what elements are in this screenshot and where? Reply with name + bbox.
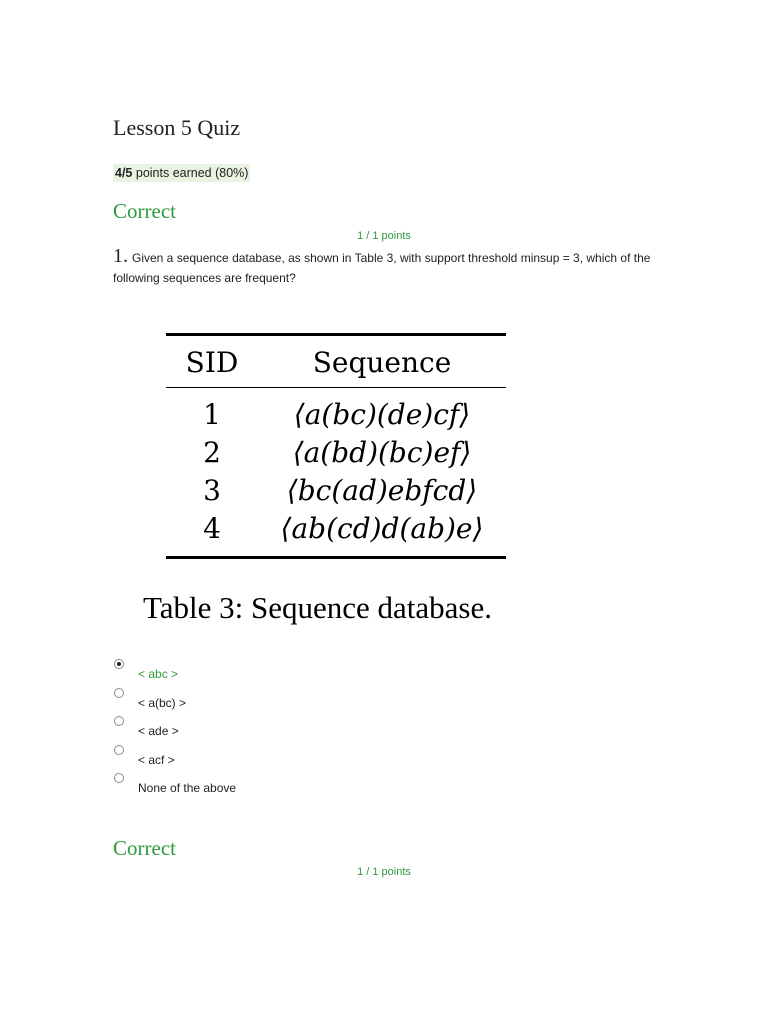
- table-header-row: [166, 335, 506, 388]
- score-text: points earned (80%): [132, 166, 249, 180]
- question-1-prompt: [113, 246, 653, 288]
- radio-button[interactable]: [114, 745, 124, 755]
- radio-button[interactable]: [114, 716, 124, 726]
- answer-option-label[interactable]: < ade >: [138, 724, 179, 738]
- table-cell-sid: 3: [203, 474, 221, 507]
- score-earned: 4/5: [115, 166, 133, 180]
- table-header-sid: SID: [166, 335, 258, 388]
- score-summary: [113, 164, 250, 182]
- question-1-text: Given a sequence database, as shown in Table 3, with support threshold minsup = 3, which of the following sequences are frequent?: [113, 251, 651, 285]
- radio-button[interactable]: [114, 773, 124, 783]
- table-header-sequence: Sequence: [258, 335, 506, 388]
- answer-option-label[interactable]: < acf >: [138, 752, 175, 767]
- question-1-points: 1 / 1 points: [357, 230, 411, 242]
- table-cell-sid: 4: [203, 512, 221, 545]
- question-2-status: Correct: [113, 836, 176, 860]
- table-cell-sequence: ⟨ab(cd)d(ab)e⟩: [280, 512, 484, 545]
- table-row: [166, 472, 506, 510]
- question-2-points: 1 / 1 points: [357, 866, 411, 878]
- table-row: [166, 510, 506, 558]
- answer-option-label[interactable]: < a(bc) >: [138, 695, 187, 710]
- table-cell-sequence: ⟨a(bc)(de)cf⟩: [293, 398, 471, 431]
- table-cell-sid: 2: [203, 436, 221, 469]
- radio-button[interactable]: [114, 688, 124, 698]
- sequence-table-figure: [166, 333, 506, 559]
- question-1-status: Correct: [113, 199, 176, 223]
- sequence-table: [166, 333, 506, 559]
- table-cell-sid: 1: [203, 398, 221, 431]
- table-cell-sequence: ⟨bc(ad)ebfcd⟩: [286, 474, 478, 507]
- quiz-title: Lesson 5 Quiz: [113, 115, 241, 140]
- question-1-number: 1.: [113, 245, 128, 267]
- answer-option-label[interactable]: None of the above: [138, 781, 237, 795]
- table-row: [166, 388, 506, 435]
- table-row: [166, 434, 506, 472]
- table-cell-sequence: ⟨a(bd)(bc)ef⟩: [292, 436, 472, 469]
- table-caption: Table 3: Sequence database.: [143, 590, 493, 625]
- answer-option-label[interactable]: < abc >: [138, 667, 179, 681]
- radio-button-selected[interactable]: [114, 659, 124, 669]
